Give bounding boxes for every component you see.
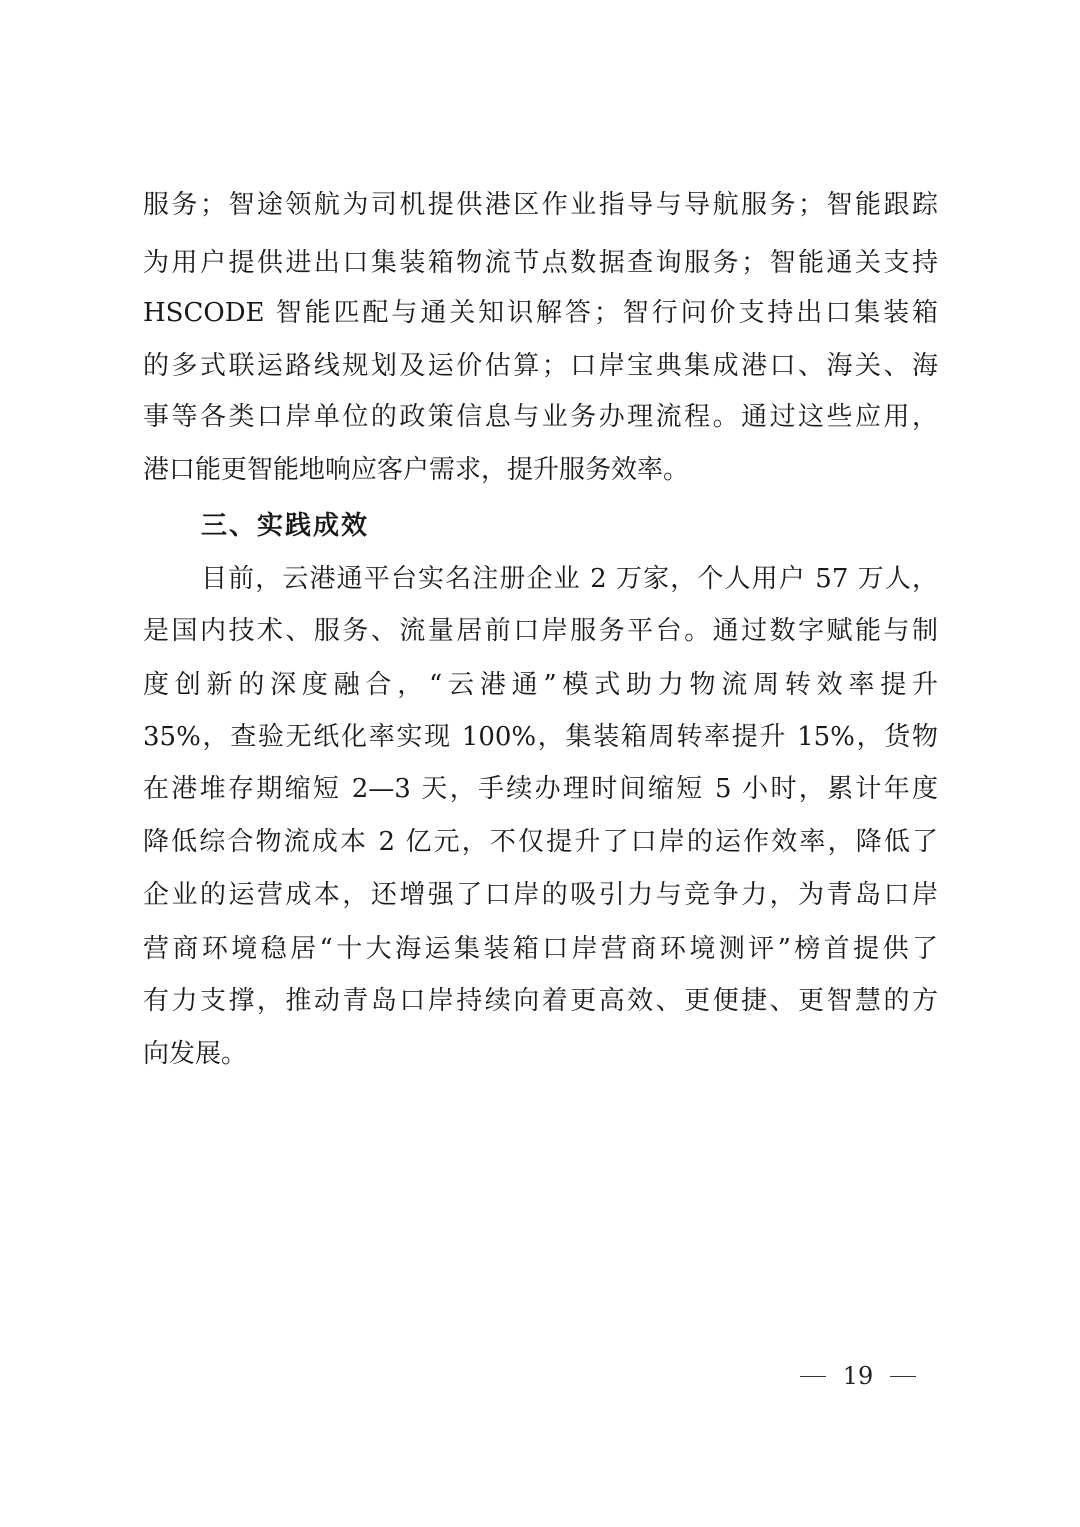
- paragraph-line: 有力支撑，推动青岛口岸持续向着更高效、更便捷、更智慧的方: [143, 986, 938, 1016]
- page-number: [800, 1356, 916, 1396]
- paragraph-line: 为用户提供进出口集装箱物流节点数据查询服务；智能通关支持: [143, 248, 938, 278]
- paragraph-line: 服务；智途领航为司机提供港区作业指导与导航服务；智能跟踪: [143, 190, 938, 220]
- paragraph-line: 35%，查验无纸化率实现 100%，集装箱周转率提升 15%，货物: [143, 722, 938, 752]
- paragraph-line: 港口能更智能地响应客户需求，提升服务效率。: [143, 455, 690, 485]
- dash-left: [800, 1376, 826, 1377]
- paragraph-line: 是国内技术、服务、流量居前口岸服务平台。通过数字赋能与制: [143, 616, 938, 646]
- paragraph-line: HSCODE 智能匹配与通关知识解答；智行问价支持出口集装箱: [143, 298, 938, 328]
- paragraph-line: 目前，云港通平台实名注册企业 2 万家，个人用户 57 万人，: [201, 564, 938, 594]
- paragraph-line: 事等各类口岸单位的政策信息与业务办理流程。通过这些应用，: [143, 402, 938, 432]
- section-heading: 三、实践成效: [201, 511, 370, 541]
- paragraph-line: 企业的运营成本，还增强了口岸的吸引力与竞争力，为青岛口岸: [143, 880, 938, 910]
- paragraph-line: 度创新的深度融合，“云港通”模式助力物流周转效率提升: [143, 670, 938, 700]
- paragraph-line: 营商环境稳居“十大海运集装箱口岸营商环境测评”榜首提供了: [143, 934, 938, 964]
- page-number-value: 19: [842, 1362, 874, 1390]
- paragraph-line: 在港堆存期缩短 2—3 天，手续办理时间缩短 5 小时，累计年度: [143, 774, 938, 804]
- paragraph-line: 向发展。: [143, 1039, 248, 1069]
- dash-right: [890, 1376, 916, 1377]
- paragraph-line: 降低综合物流成本 2 亿元，不仅提升了口岸的运作效率，降低了: [143, 827, 938, 857]
- paragraph-line: 的多式联运路线规划及运价估算；口岸宝典集成港口、海关、海: [143, 351, 938, 381]
